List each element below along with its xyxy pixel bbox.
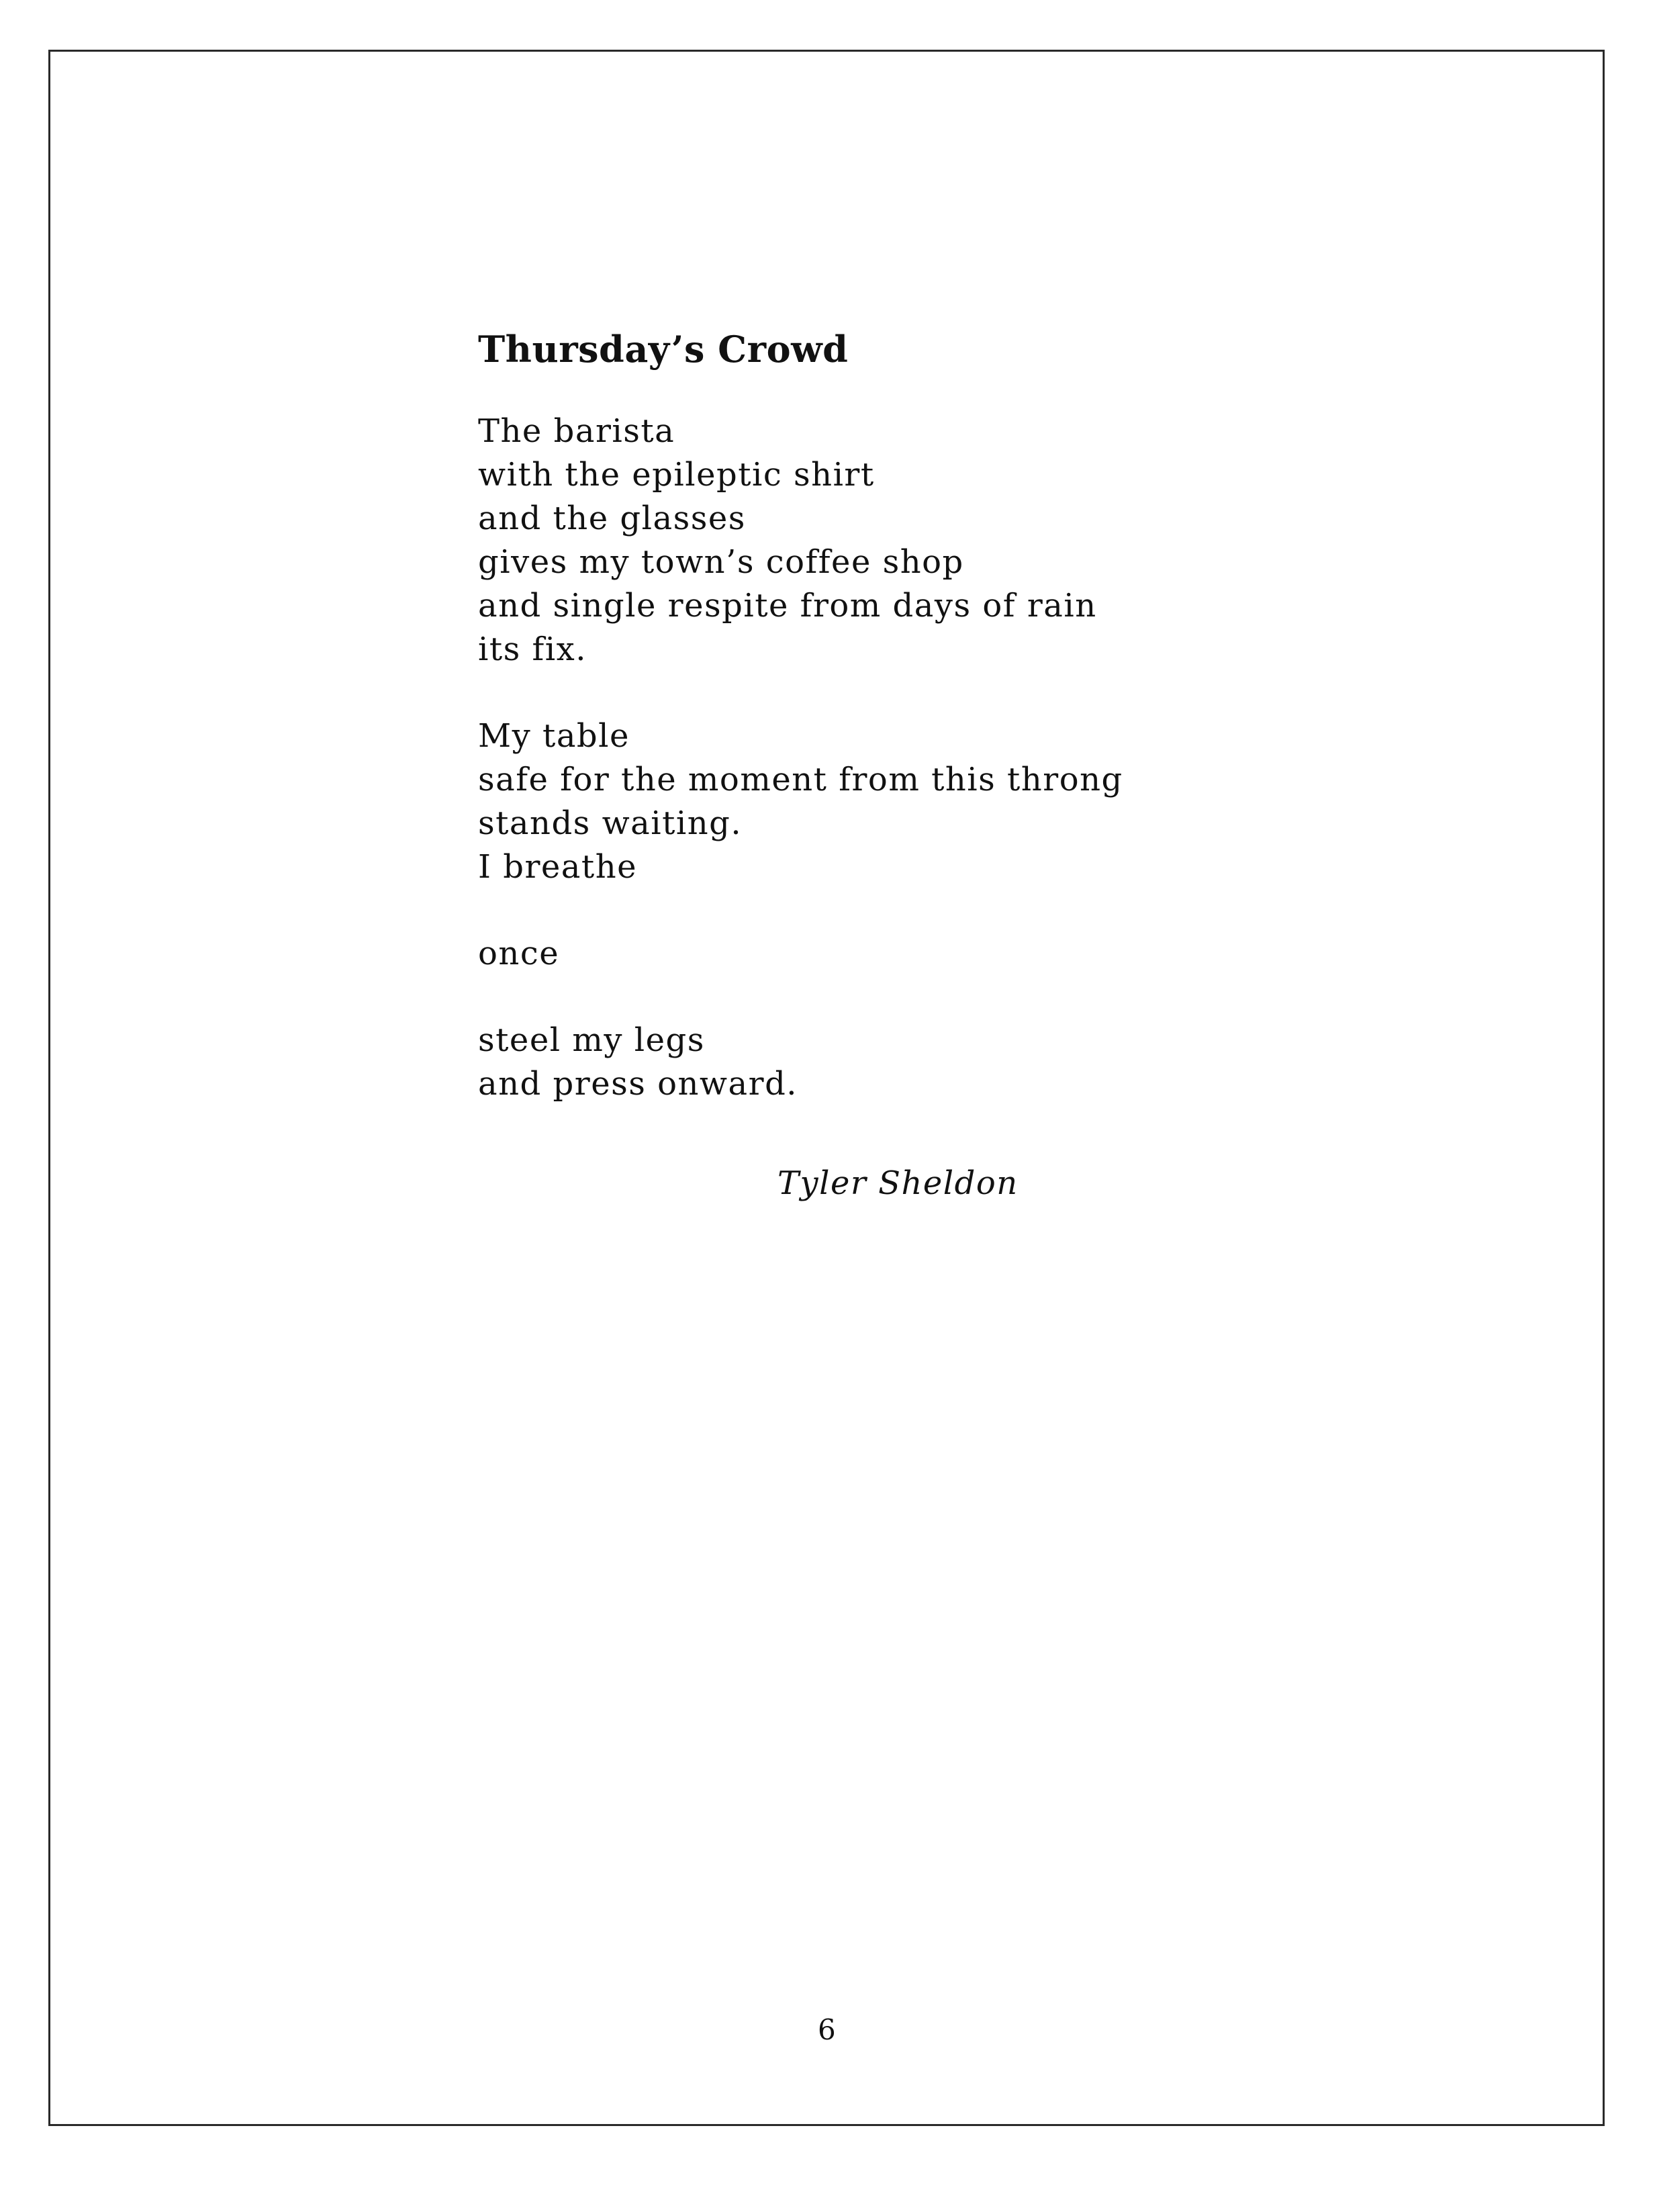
poem-title: Thursday’s Crowd: [478, 328, 849, 371]
poem-line: once: [478, 935, 560, 972]
poem-author: Tyler Sheldon: [777, 1164, 1019, 1202]
poem-line: steel my legs: [478, 1021, 705, 1059]
poem-line: and press onward.: [478, 1065, 798, 1103]
poem-line: and single respite from days of rain: [478, 587, 1097, 625]
page-number: 6: [818, 2013, 836, 2046]
stanza-1: [478, 410, 1351, 672]
poem-line: its fix.: [478, 631, 587, 668]
stanza-2: [478, 715, 1351, 889]
poem-line: gives my town’s coffee shop: [478, 543, 964, 581]
poem-line: safe for the moment from this throng: [478, 761, 1123, 798]
poem: [478, 322, 1351, 1149]
poem-line: I breathe: [478, 848, 638, 886]
stanza-4: [478, 1019, 1351, 1106]
poem-line: The barista: [478, 412, 675, 450]
stanza-3: [478, 932, 1351, 976]
poem-line: My table: [478, 717, 630, 755]
poem-line: stands waiting.: [478, 804, 743, 842]
poem-line: and the glasses: [478, 500, 746, 537]
poem-line: with the epileptic shirt: [478, 456, 875, 494]
